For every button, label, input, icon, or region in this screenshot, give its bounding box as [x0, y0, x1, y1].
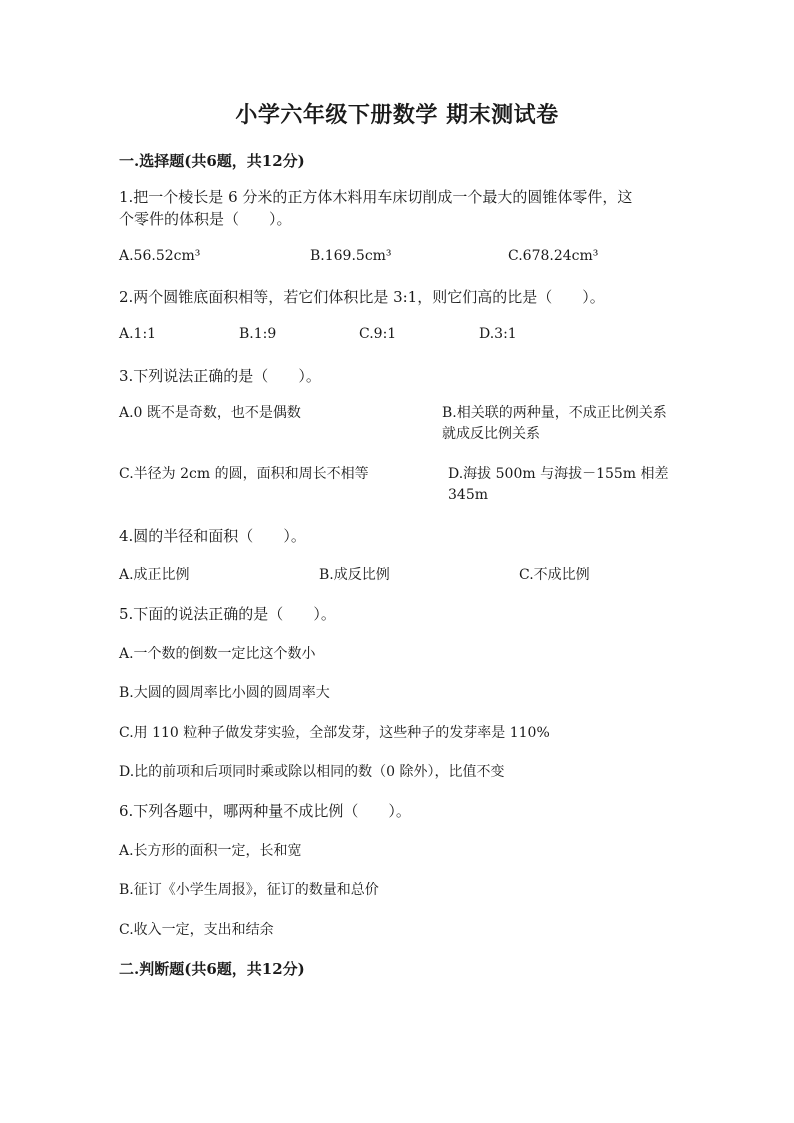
question-1-option-c: C.678.24cm³ — [508, 248, 599, 264]
question-4-option-a: A.成正比例 — [119, 567, 190, 583]
question-3-option-a: A.0 既不是奇数，也不是偶数 — [119, 405, 301, 421]
question-5-option-b: B.大圆的圆周率比小圆的圆周率大 — [119, 685, 330, 701]
question-2-option-a: A.1:1 — [119, 326, 157, 342]
question-5-option-a: A.一个数的倒数一定比这个数小 — [119, 646, 316, 662]
question-6-option-b: B.征订《小学生周报》，征订的数量和总价 — [119, 882, 379, 898]
question-2-option-b: B.1:9 — [239, 326, 277, 342]
question-5-option-d: D.比的前项和后项同时乘或除以相同的数（0 除外），比值不变 — [119, 764, 505, 780]
question-2-option-c: C.9:1 — [359, 326, 397, 342]
question-3-option-d: D.海拔 500m 与海拔－155m 相差 345m — [448, 466, 669, 503]
question-1-option-a: A.56.52cm³ — [119, 248, 201, 264]
question-5-stem: 5.下面的说法正确的是（ ）。 — [119, 605, 336, 623]
question-4-option-c: C.不成比例 — [519, 567, 590, 583]
question-2-option-d: D.3:1 — [479, 326, 517, 342]
question-6-option-a: A.长方形的面积一定，长和宽 — [119, 843, 302, 859]
question-6-stem: 6.下列各题中，哪两种量不成比例（ ）。 — [119, 802, 411, 820]
question-3-option-c: C.半径为 2cm 的圆，面积和周长不相等 — [119, 466, 369, 482]
question-5-option-c: C.用 110 粒种子做发芽实验，全部发芽，这些种子的发芽率是 110% — [119, 725, 550, 741]
question-3-option-b: B.相关联的两种量，不成正比例关系就成反比例关系 — [442, 405, 667, 442]
section-heading-judgement: 二.判断题(共6题，共12分) — [119, 960, 305, 978]
page-title: 小学六年级下册数学 期末测试卷 — [235, 102, 559, 128]
section-heading-choice: 一.选择题(共6题，共12分) — [119, 152, 305, 170]
question-3-stem: 3.下列说法正确的是（ ）。 — [119, 367, 321, 385]
question-1-option-b: B.169.5cm³ — [310, 248, 392, 264]
question-1-stem-line-1: 1.把一个棱长是 6 分米的正方体木料用车床切削成一个最大的圆锥体零件，这 — [119, 188, 633, 206]
question-4-option-b: B.成反比例 — [319, 567, 390, 583]
question-4-stem: 4.圆的半径和面积（ ）。 — [119, 527, 306, 545]
question-1-stem-line-2: 个零件的体积是（ ）。 — [119, 210, 292, 228]
question-6-option-c: C.收入一定，支出和结余 — [119, 922, 274, 938]
question-2-stem: 2.两个圆锥底面积相等，若它们体积比是 3:1，则它们高的比是（ ）。 — [119, 288, 605, 306]
